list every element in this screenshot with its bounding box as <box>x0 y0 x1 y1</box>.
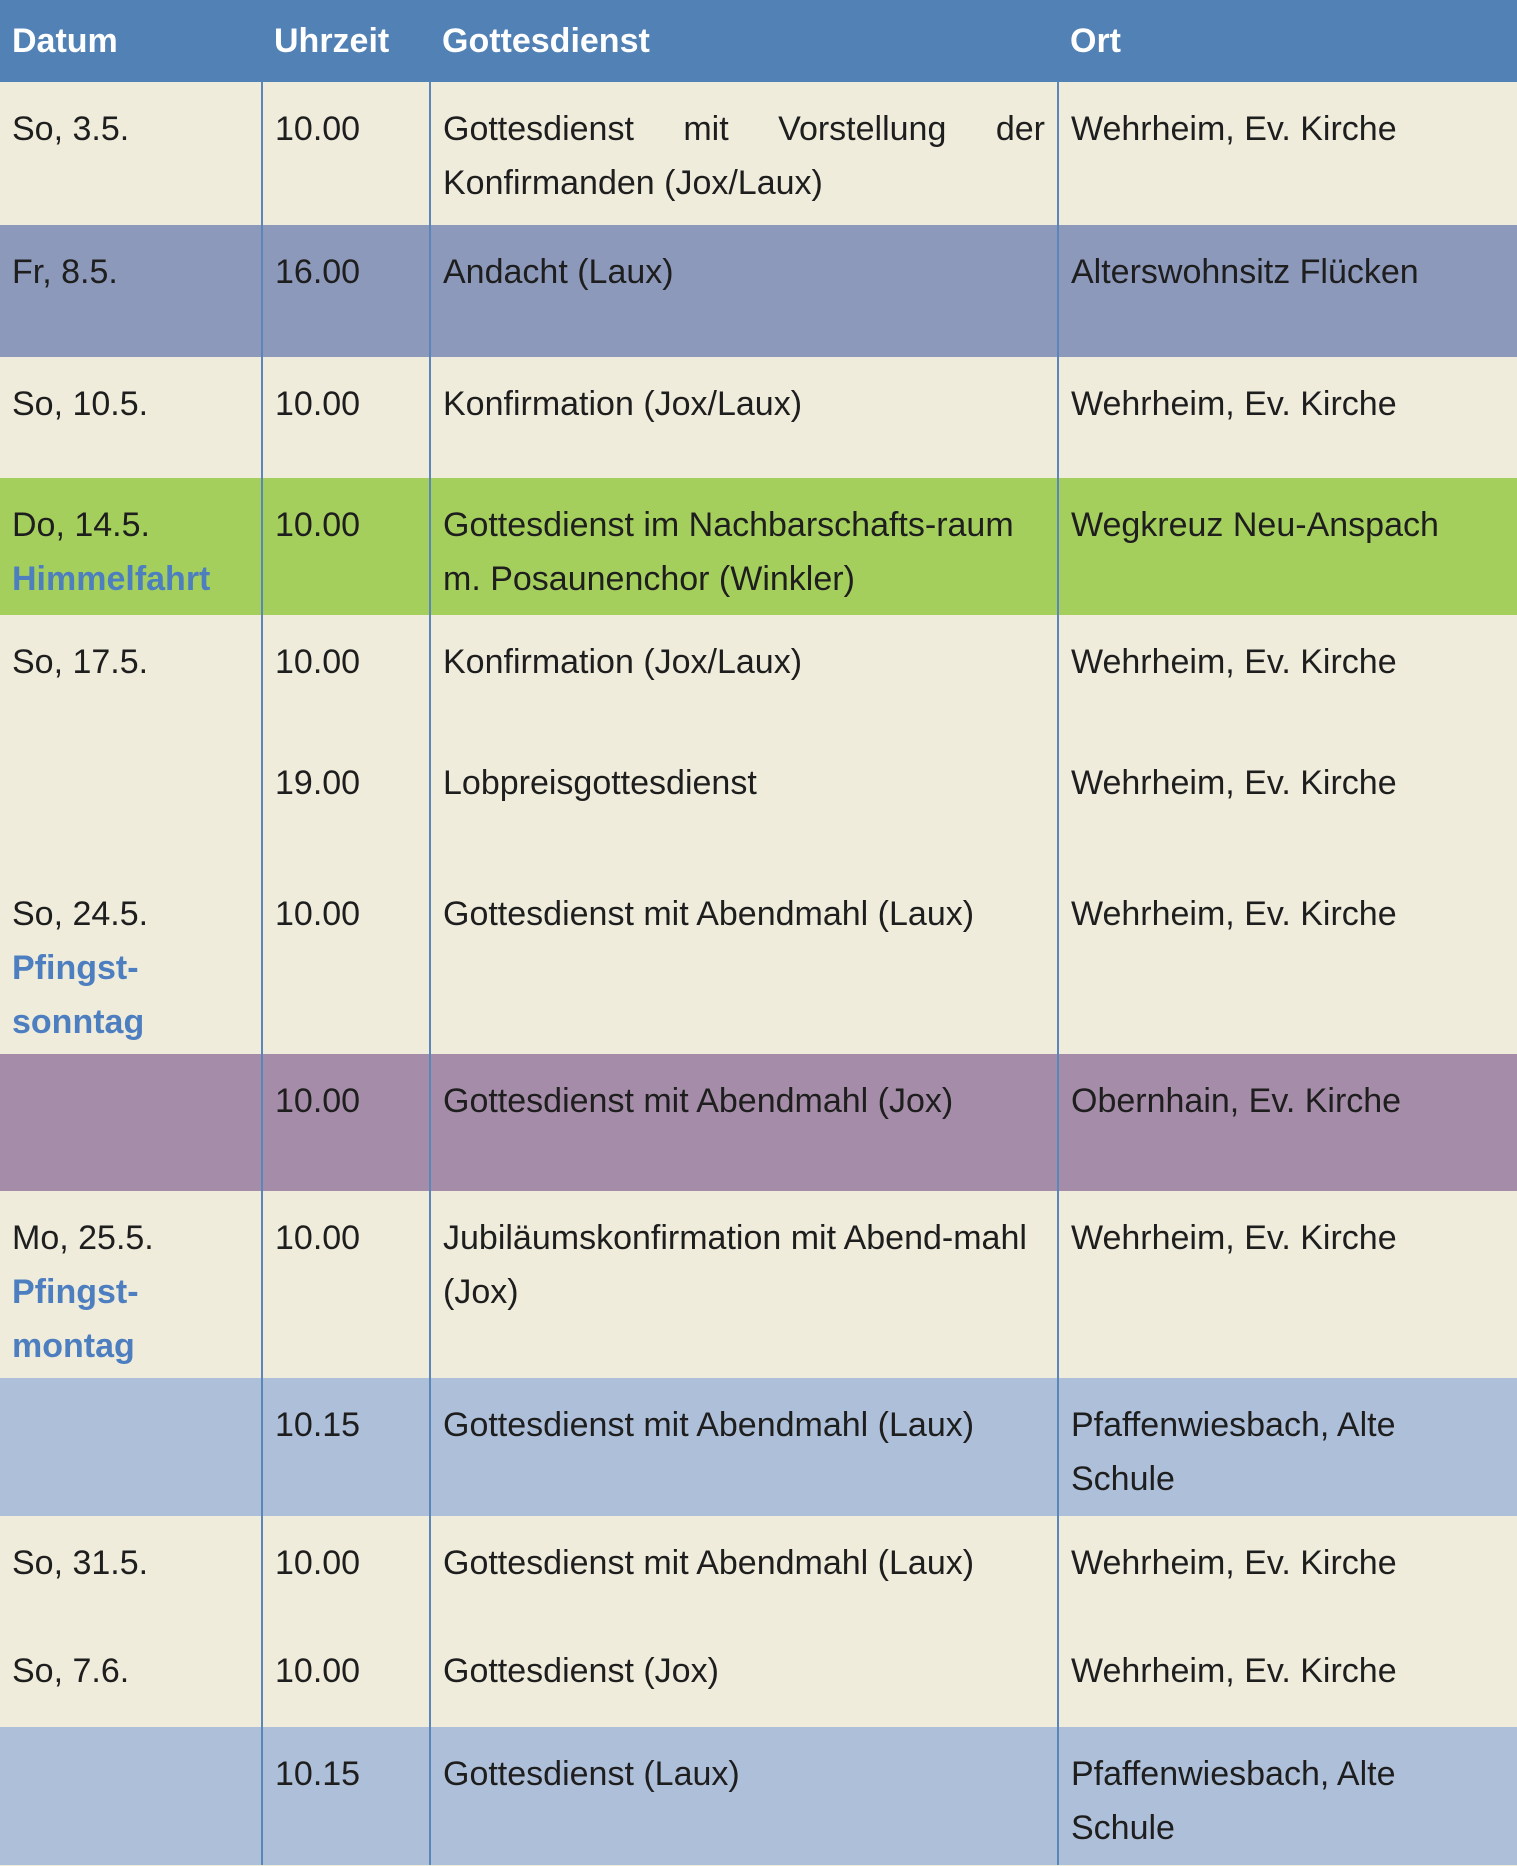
place-cell: Obernhain, Ev. Kirche <box>1058 1054 1517 1191</box>
service-cell: Gottesdienst mit Abendmahl (Jox) <box>430 1054 1058 1191</box>
header-datum: Datum <box>0 0 262 82</box>
place-cell: Wehrheim, Ev. Kirche <box>1058 82 1517 225</box>
table-row <box>0 1727 1517 1865</box>
table-row <box>0 615 1517 736</box>
date-text: So, 31.5. <box>12 1544 149 1582</box>
date-cell <box>0 357 262 478</box>
table-row <box>0 867 1517 1054</box>
holiday-label: Pfingst-montag <box>12 1273 139 1365</box>
date-cell <box>0 225 262 357</box>
place-cell: Wegkreuz Neu-Anspach <box>1058 478 1517 615</box>
date-text: Fr, 8.5. <box>12 253 118 291</box>
place-cell: Pfaffenwiesbach, Alte Schule <box>1058 1378 1517 1516</box>
date-cell <box>0 478 262 615</box>
time-cell: 10.00 <box>262 1516 430 1624</box>
time-cell: 10.00 <box>262 1624 430 1727</box>
date-text: So, 7.6. <box>12 1652 130 1690</box>
time-cell: 10.00 <box>262 1191 430 1378</box>
table-row <box>0 1624 1517 1727</box>
service-cell: Gottesdienst (Laux) <box>430 1727 1058 1865</box>
service-cell: Jubiläumskonfirmation mit Abend-mahl (Jox) <box>430 1191 1058 1378</box>
time-cell: 10.15 <box>262 1378 430 1516</box>
time-cell: 10.00 <box>262 478 430 615</box>
place-cell: Wehrheim, Ev. Kirche <box>1058 1191 1517 1378</box>
date-text: So, 3.5. <box>12 110 130 148</box>
table-row <box>0 478 1517 615</box>
table-row <box>0 82 1517 225</box>
service-cell: Andacht (Laux) <box>430 225 1058 357</box>
place-cell: Alterswohnsitz Flücken <box>1058 225 1517 357</box>
date-cell <box>0 615 262 736</box>
service-cell: Konfirmation (Jox/Laux) <box>430 615 1058 736</box>
date-cell <box>0 1054 262 1191</box>
place-cell: Wehrheim, Ev. Kirche <box>1058 1624 1517 1727</box>
time-cell: 10.00 <box>262 1054 430 1191</box>
header-gottesdienst: Gottesdienst <box>430 0 1058 82</box>
holiday-label: Pfingst-sonntag <box>12 949 145 1041</box>
service-cell: Gottesdienst im Nachbarschafts-raum m. Posaunenchor (Winkler) <box>430 478 1058 615</box>
date-cell <box>0 82 262 225</box>
date-cell <box>0 1516 262 1624</box>
date-cell <box>0 1727 262 1865</box>
place-cell: Wehrheim, Ev. Kirche <box>1058 867 1517 1054</box>
date-text: Mo, 25.5. <box>12 1219 154 1257</box>
service-cell: Konfirmation (Jox/Laux) <box>430 357 1058 478</box>
time-cell: 19.00 <box>262 736 430 867</box>
header-row <box>0 0 1517 82</box>
header-uhrzeit: Uhrzeit <box>262 0 430 82</box>
table-row <box>0 1191 1517 1378</box>
service-cell: Gottesdienst (Jox) <box>430 1624 1058 1727</box>
date-cell <box>0 1624 262 1727</box>
table-row <box>0 1054 1517 1191</box>
table-row <box>0 736 1517 867</box>
time-cell: 10.00 <box>262 357 430 478</box>
date-cell <box>0 867 262 1054</box>
table-row <box>0 225 1517 357</box>
service-cell: Gottesdienst mit Abendmahl (Laux) <box>430 1516 1058 1624</box>
date-cell <box>0 1378 262 1516</box>
header-ort: Ort <box>1058 0 1517 82</box>
place-cell: Wehrheim, Ev. Kirche <box>1058 615 1517 736</box>
time-cell: 10.00 <box>262 867 430 1054</box>
time-cell: 10.00 <box>262 82 430 225</box>
time-cell: 10.15 <box>262 1727 430 1865</box>
date-text: Do, 14.5. <box>12 506 150 544</box>
time-cell: 16.00 <box>262 225 430 357</box>
place-cell: Pfaffenwiesbach, Alte Schule <box>1058 1727 1517 1865</box>
table-row <box>0 1378 1517 1516</box>
holiday-label: Himmelfahrt <box>12 560 211 598</box>
date-text: So, 17.5. <box>12 643 149 681</box>
date-text: So, 24.5. <box>12 895 149 933</box>
date-cell <box>0 736 262 867</box>
date-text: So, 10.5. <box>12 385 149 423</box>
place-cell: Wehrheim, Ev. Kirche <box>1058 736 1517 867</box>
service-cell: Gottesdienst mit Vorstellung der Konfirmanden (Jox/Laux) <box>430 82 1058 225</box>
place-cell: Wehrheim, Ev. Kirche <box>1058 1516 1517 1624</box>
service-cell: Gottesdienst mit Abendmahl (Laux) <box>430 1378 1058 1516</box>
place-cell: Wehrheim, Ev. Kirche <box>1058 357 1517 478</box>
table-row <box>0 1516 1517 1624</box>
date-cell <box>0 1191 262 1378</box>
time-cell: 10.00 <box>262 615 430 736</box>
service-cell: Lobpreisgottesdienst <box>430 736 1058 867</box>
service-cell: Gottesdienst mit Abendmahl (Laux) <box>430 867 1058 1054</box>
table-row <box>0 357 1517 478</box>
